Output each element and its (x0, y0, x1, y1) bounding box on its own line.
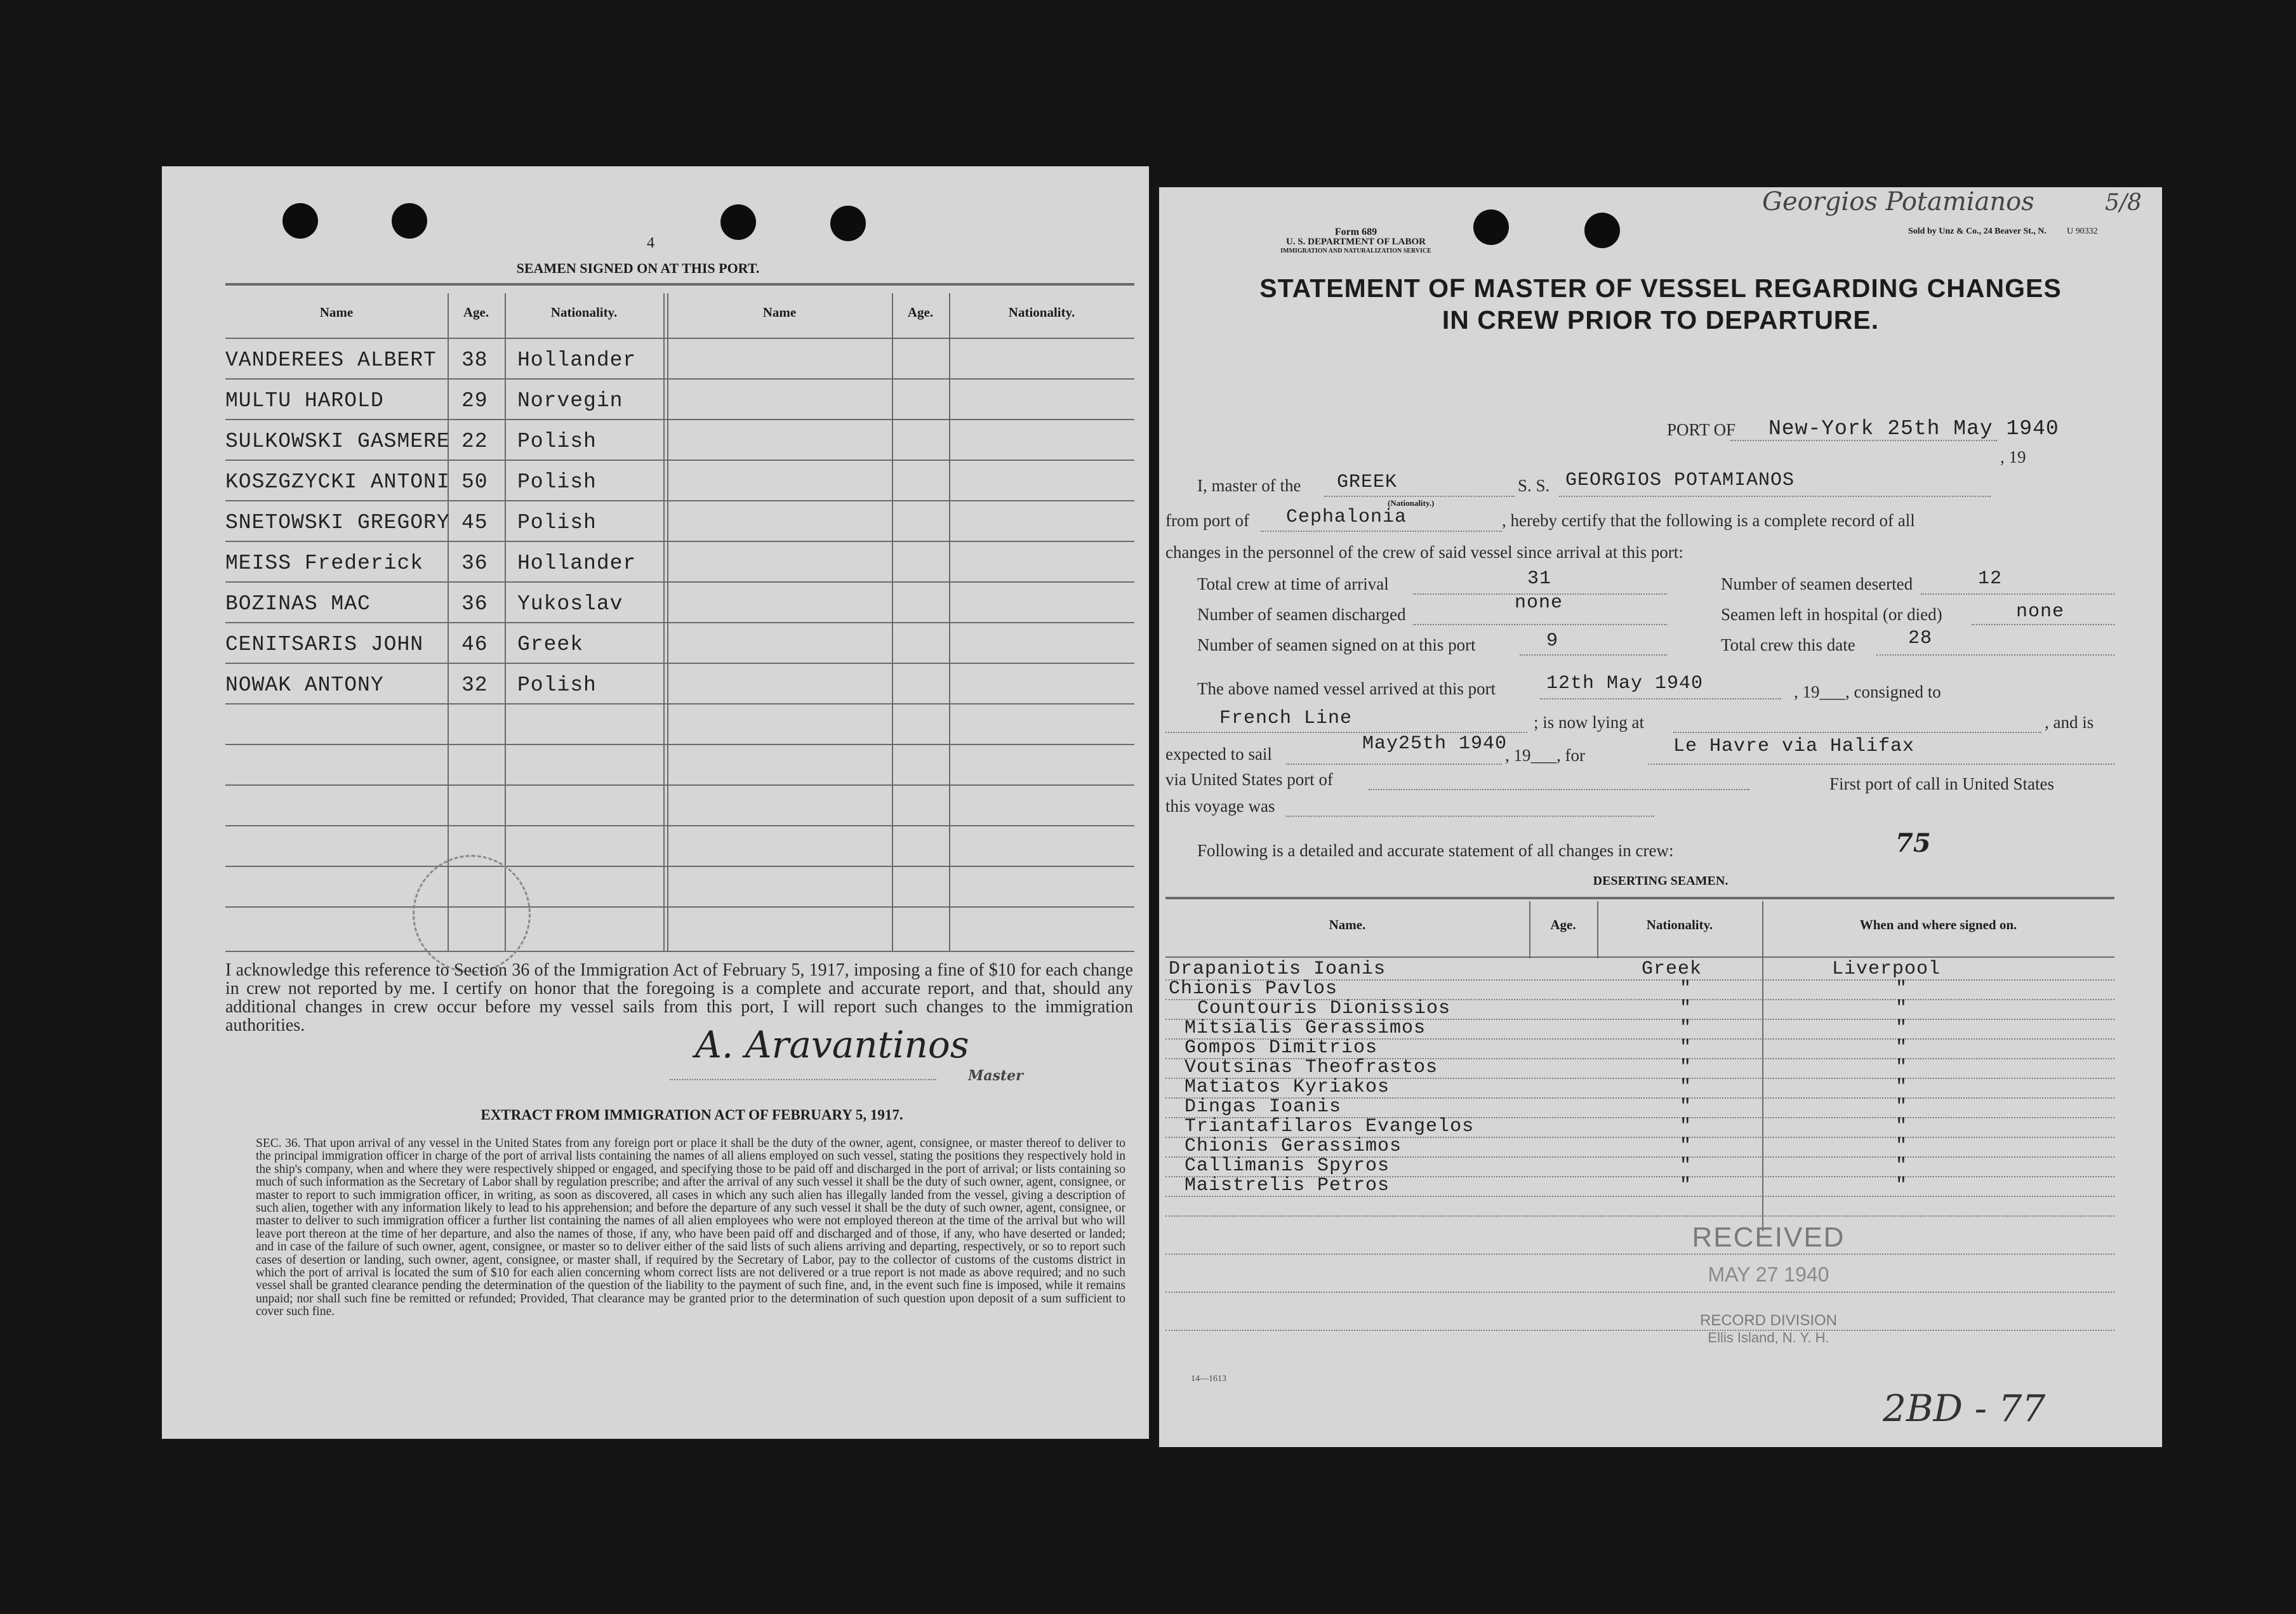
seaman-nationality: Hollander (517, 552, 637, 575)
seaman-age: 38 (461, 348, 488, 372)
deserter-name: Mitsialis Gerassimos (1184, 1017, 1426, 1039)
deserter-nationality: " (1680, 1135, 1692, 1157)
deserting-col-signed-on: When and where signed on. (1859, 917, 2017, 932)
deserter-nationality: " (1680, 1116, 1692, 1137)
deserting-col-nationality: Nationality. (1646, 917, 1713, 932)
handwritten-number: 75 (1895, 828, 1931, 858)
form-code: U 90332 (2067, 227, 2098, 236)
seaman-name: BOZINAS MAC (225, 592, 371, 616)
deserter-name: Drapaniotis Ioanis (1169, 958, 1386, 980)
deserter-nationality: Greek (1642, 958, 1702, 980)
seaman-name: VANDEREES ALBERT (225, 348, 437, 372)
seaman-name: NOWAK ANTONY (225, 673, 384, 697)
master-of-label: I, master of the (1197, 476, 1301, 495)
stat-label: Number of seamen discharged (1197, 605, 1406, 624)
deserter-signed-on: " (1895, 1155, 1908, 1177)
for-label: , 19___, for (1505, 746, 1585, 765)
deserter-name: Maistrelis Petros (1184, 1175, 1390, 1196)
port-label: PORT OF (1667, 420, 1736, 439)
deserting-col-age: Age. (1550, 917, 1576, 932)
master-signature: A. Aravantinos (695, 1023, 969, 1066)
deserter-signed-on: " (1895, 1175, 1908, 1196)
seaman-age: 45 (461, 511, 488, 534)
seaman-nationality: Polish (517, 673, 597, 697)
record-division: RECORD DIVISION (1699, 1312, 1838, 1329)
deserter-name: Dingas Ioanis (1184, 1096, 1342, 1118)
department: U. S. DEPARTMENT OF LABOR (1285, 237, 1426, 247)
punch-hole (282, 203, 318, 239)
deserter-nationality: " (1680, 1175, 1692, 1196)
deserter-nationality: " (1680, 1155, 1692, 1177)
stat-value-signed-on: 9 (1546, 630, 1559, 652)
received-date: MAY 27 1940 (1708, 1263, 1829, 1286)
handwritten-vessel-name: Georgios Potamianos (1762, 187, 2034, 216)
left-page (162, 166, 1149, 1439)
deserter-nationality: " (1680, 1017, 1692, 1039)
nationality-caption: (Nationality.) (1388, 498, 1435, 508)
deserter-name: Chionis Gerassimos (1184, 1135, 1402, 1157)
stat-label: Total crew at time of arrival (1197, 574, 1389, 593)
seaman-age: 50 (461, 470, 488, 494)
port-value: New-York 25th May 1940 (1768, 417, 2059, 440)
deserter-nationality: " (1680, 1037, 1692, 1059)
seaman-name: CENITSARIS JOHN (225, 633, 424, 656)
seaman-nationality: Polish (517, 511, 597, 534)
from-port-label: from port of (1165, 511, 1249, 530)
seaman-age: 22 (461, 430, 488, 453)
punch-hole (720, 204, 756, 240)
deserter-nationality: " (1680, 1096, 1692, 1118)
deserter-signed-on: " (1895, 1116, 1908, 1137)
stat-label: Number of seamen deserted (1721, 574, 1913, 593)
certify-text: , hereby certify that the following is a complete record of all (1502, 511, 1915, 530)
punch-hole (392, 203, 427, 239)
seaman-nationality: Norvegin (517, 389, 623, 413)
seaman-age: 29 (461, 389, 488, 413)
col-header-age-2: Age. (907, 305, 934, 320)
following-label: Following is a detailed and accurate statement of all changes in crew: (1197, 841, 1674, 860)
lying-label: ; is now lying at (1534, 713, 1644, 732)
seaman-nationality: Polish (517, 430, 597, 453)
deserter-signed-on: " (1895, 1057, 1908, 1078)
seaman-name: SULKOWSKI GASMERE (225, 430, 450, 453)
stat-value-hospital: none (2016, 601, 2065, 623)
stat-label: Seamen left in hospital (or died) (1721, 605, 1942, 624)
deserter-signed-on: " (1895, 998, 1908, 1019)
stat-value-total-arrival: 31 (1527, 568, 1552, 590)
changes-text: changes in the personnel of the crew of said vessel since arrival at this port: (1165, 543, 1683, 562)
stat-value-total-crew: 28 (1908, 628, 1933, 649)
stat-value-discharged: none (1515, 592, 1563, 614)
print-code: 14—1613 (1191, 1374, 1226, 1384)
from-port-value: Cephalonia (1286, 506, 1407, 528)
sold-by: Sold by Unz & Co., 24 Beaver St., N. (1908, 227, 2047, 236)
arrived-label: The above named vessel arrived at this port (1197, 679, 1496, 698)
arrived-value: 12th May 1940 (1546, 673, 1704, 694)
punch-hole (1584, 213, 1620, 248)
deserter-signed-on: " (1895, 1076, 1908, 1098)
col-header-name: Name (319, 305, 354, 320)
seamen-signed-title: SEAMEN SIGNED ON AT THIS PORT. (516, 260, 760, 276)
col-header-nationality-2: Nationality. (1008, 305, 1075, 320)
seaman-age: 36 (461, 592, 488, 616)
seaman-nationality: Yukoslav (517, 592, 623, 616)
document-title-line2: IN CREW PRIOR TO DEPARTURE. (1442, 305, 1880, 334)
deserter-name: Matiatos Kyriakos (1184, 1076, 1390, 1098)
voyage-label: this voyage was (1165, 797, 1275, 816)
deserter-signed-on: " (1895, 1037, 1908, 1059)
deserter-nationality: " (1680, 978, 1692, 1000)
service: IMMIGRATION AND NATURALIZATION SERVICE (1280, 248, 1431, 255)
deserter-signed-on: " (1895, 978, 1908, 1000)
page-number: 4 (647, 235, 654, 251)
deserting-title: DESERTING SEAMEN. (1593, 874, 1729, 888)
deserter-nationality: " (1680, 998, 1692, 1019)
seaman-age: 32 (461, 673, 488, 697)
stat-label: Number of seamen signed on at this port (1197, 635, 1476, 654)
col-header-name-2: Name (762, 305, 797, 320)
ellis-island: Ellis Island, N. Y. H. (1708, 1330, 1829, 1346)
punch-hole (830, 206, 866, 241)
expected-label: expected to sail (1165, 744, 1272, 764)
consigned-label: , 19___, consigned to (1794, 682, 1941, 701)
seaman-age: 36 (461, 552, 488, 575)
deserter-signed-on: " (1895, 1135, 1908, 1157)
nationality-value: GREEK (1337, 472, 1398, 493)
stat-label: Total crew this date (1721, 635, 1855, 654)
seaman-name: SNETOWSKI GREGORY (225, 511, 450, 534)
deserter-nationality: " (1680, 1076, 1692, 1098)
right-page (1159, 187, 2162, 1447)
handwritten-bottom-note: 2BD - 77 (1883, 1387, 2046, 1430)
deserting-col-name: Name. (1329, 917, 1366, 932)
deserter-nationality: " (1680, 1057, 1692, 1078)
expected-value: May25th 1940 (1362, 733, 1508, 755)
deserter-name: Countouris Dionissios (1197, 998, 1451, 1019)
seaman-name: MEISS Frederick (225, 552, 424, 575)
ss-label: S. S. (1518, 476, 1550, 495)
document-title-line1: STATEMENT OF MASTER OF VESSEL REGARDING CHANGES (1259, 274, 2062, 303)
handwritten-corner-note: 5/8 (2105, 190, 2142, 216)
deserter-signed-on: Liverpool (1832, 958, 1941, 980)
and-is-label: , and is (2045, 713, 2094, 732)
via-label: via United States port of (1165, 770, 1333, 789)
deserter-name: Gompos Dimitrios (1184, 1037, 1378, 1059)
consignee-value: French Line (1219, 708, 1353, 729)
deserter-name: Triantafilaros Evangelos (1184, 1116, 1475, 1137)
deserter-name: Chionis Pavlos (1169, 978, 1338, 1000)
acknowledgement-text: I acknowledge this reference to Section 36 of the Immigration Act of February 5, 1917, imposing a fine of $10 for each change in crew not reported by me. I certify on honor that the foregoing is a complete and accurate report, and that, should any additional changes in crew occur before my vessel sails from this port, I will report such changes to the immigration authorities. (225, 960, 1133, 1035)
form-number: Form 689 (1334, 227, 1377, 237)
col-header-nationality: Nationality. (550, 305, 618, 320)
deserter-signed-on: " (1895, 1017, 1908, 1039)
extract-text: SEC. 36. That upon arrival of any vessel in the United States from any foreign port or place it shall be the duty of the owner, agent, consignee, or master thereof to deliver to the principal immigration officer in charge of the port of arrival lists containing the names of all aliens employed on such vessel, stating the positions they respectively hold in the ship's company, when and where they were respectively shipped or engaged, and specifying those to be paid off and discharged in the port of arrival; or lists containing so much of such information as the Secretary of Labor shall by regulation prescribe; and after the arrival of any such vessel it shall be the duty of such owner, agent, consignee, or master to report to such immigration officer, in writing, as soon as discovered, all cases in which any such alien has illegally landed from the vessel, giving a description of such alien, together with any information likely to lead to his apprehension; and before the departure of any such vessel it shall be the duty of such owner, agent, consignee, or master to deliver to such immigration officer a further list containing the names of all alien employees who were not employed thereon at the time of the arrival but who will leave port thereon at the time of her departure, and also the names of those, if any, who have been paid off and discharged and of those, if any, who have deserted or landed; and in case of the failure of such owner, agent, consignee, or master so to deliver either of the said lists of such aliens arriving and departing, respectively, or so to report such cases of desertion or landing, such owner, agent, consignee, or master shall, if required by the Secretary of Labor, pay to the collector of customs of the customs district in which the port of arrival is located the sum of $10 for each alien concerning whom correct lists are not delivered or a true report is not made as above required; and no such vessel shall be granted clearance pending the determination of the question of the liability to the payment of such fine, and, in the event such fine is imposed, while it remains unpaid; nor shall such fine be remitted or refunded; Provided, That clearance may be granted prior to the determination of such question upon deposit of a sum sufficient to cover such fine. (256, 1137, 1125, 1319)
deserter-name: Callimanis Spyros (1184, 1155, 1390, 1177)
seaman-nationality: Greek (517, 633, 584, 656)
punch-hole (1473, 209, 1509, 245)
seaman-name: KOSZGZYCKI ANTONI (225, 470, 450, 494)
col-header-age: Age. (463, 305, 489, 320)
seaman-name: MULTU HAROLD (225, 389, 384, 413)
first-port-label: First port of call in United States (1829, 774, 2054, 793)
deserter-signed-on: " (1895, 1096, 1908, 1118)
seaman-nationality: Polish (517, 470, 597, 494)
seaman-nationality: Hollander (517, 348, 637, 372)
year-suffix: , 19 (2000, 447, 2026, 466)
deserter-name: Voutsinas Theofrastos (1184, 1057, 1438, 1078)
destination-value: Le Havre via Halifax (1673, 736, 1915, 757)
seaman-age: 46 (461, 633, 488, 656)
received-stamp: RECEIVED (1692, 1222, 1845, 1253)
vessel-name: GEORGIOS POTAMIANOS (1565, 470, 1795, 491)
faint-circular-stamp (413, 855, 531, 973)
master-label: Master (968, 1068, 1023, 1084)
extract-title: EXTRACT FROM IMMIGRATION ACT OF FEBRUARY 5, 1917. (481, 1107, 903, 1123)
stat-value-deserted: 12 (1978, 568, 2003, 590)
